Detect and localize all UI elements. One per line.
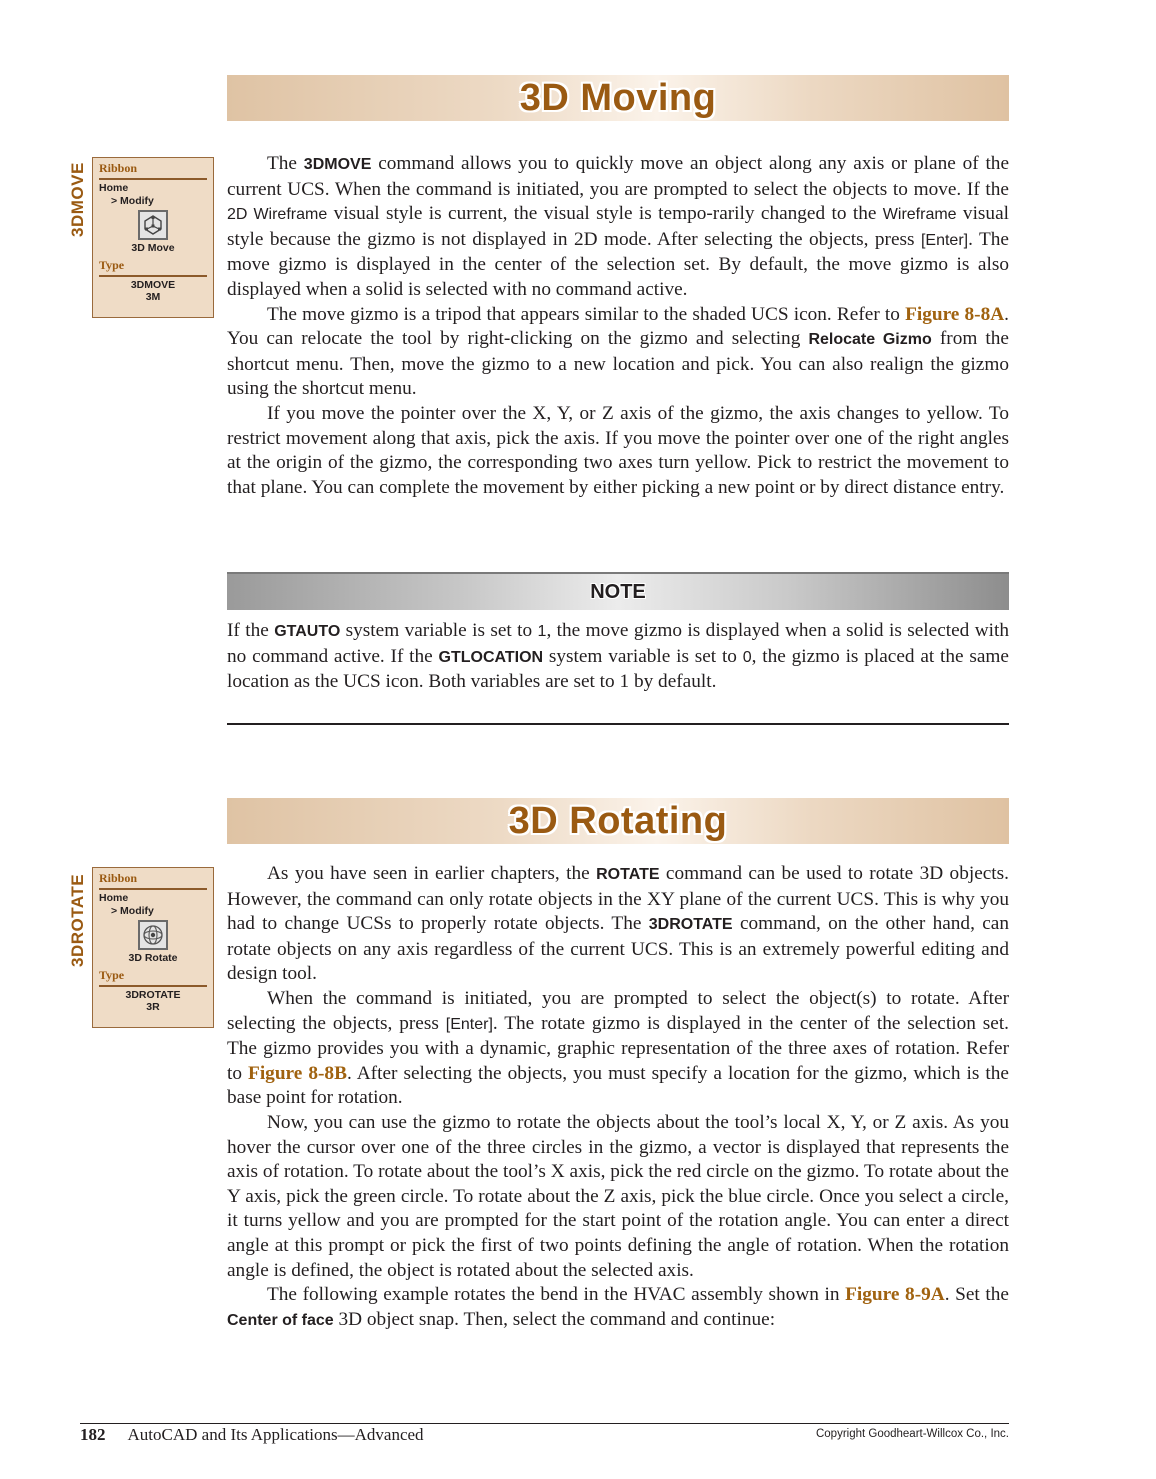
section-title: 3D Moving [519, 76, 717, 119]
paragraph: The move gizmo is a tripod that appears similar to the shaded UCS icon. Refer to Figure 8-8A. You can relocate the tool by right-clicking on the gizmo and selecting Relocate Gizmo from the shortcut menu. Then, move the gizmo to a new location and pick. You can also realign the gizmo using the shortcut menu. [227, 303, 1009, 400]
3d-move-gizmo-icon [138, 210, 168, 240]
3d-rotate-gizmo-icon [138, 920, 168, 950]
note-body: If the GTAUTO system variable is set to 1, the move gizmo is displayed when a solid is selected with no command active. If the GTLOCATION system variable is set to 0, the gizmo is placed at the same location as the UCS icon. Both variables are set to 1 by default. [227, 620, 1009, 693]
note-heading: NOTE [227, 572, 1009, 610]
ribbon-tab: Home [99, 892, 129, 904]
tool-name: 3D Move [131, 242, 175, 254]
paragraph: As you have seen in earlier chapters, the ROTATE command can be used to rotate 3D objects. However, the command can only rotate objects in the XY plane of the current UCS. This is why you had to change UCSs to properly rotate objects. The 3DROTATE command, on the other hand, can rotate objects on any axis regardless of the current UCS. This is an extremely powerful editing and design tool. [227, 863, 1009, 985]
footer-divider [80, 1423, 1009, 1424]
side-command-label: 3DMOVE [68, 162, 87, 237]
section-body-3d-moving [227, 152, 1009, 500]
figure-link[interactable]: Figure 8-8A [905, 303, 1005, 325]
side-command-label: 3DROTATE [68, 873, 87, 967]
section-heading-3d-rotating [227, 798, 1009, 844]
type-alias: 3M [145, 291, 161, 303]
paragraph: When the command is initiated, you are prompted to select the object(s) to rotate. After selecting the objects, press [Enter]. The rotate gizmo is displayed in the center of the selection set. The gizmo provides you with a dynamic, graphic representation of the three axes of rotation. Refer to Figure 8-8B. After selecting the objects, you must specify a location for the gizmo, which is the base point for rotation. [227, 987, 1009, 1109]
type-header: Type [99, 968, 207, 987]
note-divider [227, 723, 1009, 725]
paragraph: If you move the pointer over the X, Y, or Z axis of the gizmo, the axis changes to yellow. To restrict movement along that axis, pick the axis. If you move the pointer over one of the right angles at the origin of the gizmo, the corresponding two axes turn yellow. Pick to restrict the movement to that plane. You can complete the movement by either picking a new point or by direct distance entry. [227, 402, 1009, 498]
section-heading-3d-moving [227, 75, 1009, 121]
tool-name: 3D Rotate [128, 952, 178, 964]
paragraph: The 3DMOVE command allows you to quickly move an object along any axis or plane of the current UCS. When the command is initiated, you are prompted to select the objects to move. If the 2D Wireframe visual style is current, the visual style is tempo-rarily changed to the Wireframe visual style because the gizmo is not displayed in 2D mode. After selecting the objects, press [Enter]. The move gizmo is displayed in the center of the selection set. By default, the move gizmo is also displayed when a solid is selected with no command active. [227, 153, 1010, 300]
command-access-box-3drotate [92, 867, 214, 1028]
type-alias: 3R [146, 1001, 160, 1013]
type-command: 3DROTATE [125, 989, 181, 1001]
section-body-3d-rotating [227, 862, 1009, 1333]
ribbon-panel: > Modify [111, 905, 154, 917]
ribbon-tab: Home [99, 182, 129, 194]
type-header: Type [99, 258, 207, 277]
book-title: AutoCAD and Its Applications—Advanced [127, 1425, 424, 1444]
page-number: 182 [80, 1425, 106, 1444]
paragraph: The following example rotates the bend in the HVAC assembly shown in Figure 8-9A. Set the Center of face 3D object snap. Then, select the command and continue: [227, 1284, 1009, 1330]
section-title: 3D Rotating [508, 799, 728, 842]
figure-link[interactable]: Figure 8-9A [845, 1284, 945, 1306]
figure-link[interactable]: Figure 8-8B [248, 1062, 347, 1084]
ribbon-header: Ribbon [99, 161, 207, 180]
type-command: 3DMOVE [130, 279, 176, 291]
ribbon-panel: > Modify [111, 195, 154, 207]
paragraph: Now, you can use the gizmo to rotate the objects about the tool’s local X, Y, or Z axis. As you hover the cursor over one of the three circles in the gizmo, a vector is displayed that represents the axis of rotation. To rotate about the tool’s X axis, pick the red circle on the gizmo. To rotate about the Y axis, pick the green circle. To rotate about the Z axis, pick the blue circle. Once you select a circle, it turns yellow and you are prompted for the start point of the rotation angle. You can enter a direct angle at this prompt or pick the first of two points defining the angle of rotation. When the rotation angle is defined, the object is rotated about the selected axis. [227, 1111, 1009, 1281]
command-access-box-3dmove [92, 157, 214, 318]
copyright-notice: Copyright Goodheart-Willcox Co., Inc. [815, 1428, 1009, 1440]
footer-left [80, 1425, 424, 1445]
ribbon-header: Ribbon [99, 871, 207, 890]
